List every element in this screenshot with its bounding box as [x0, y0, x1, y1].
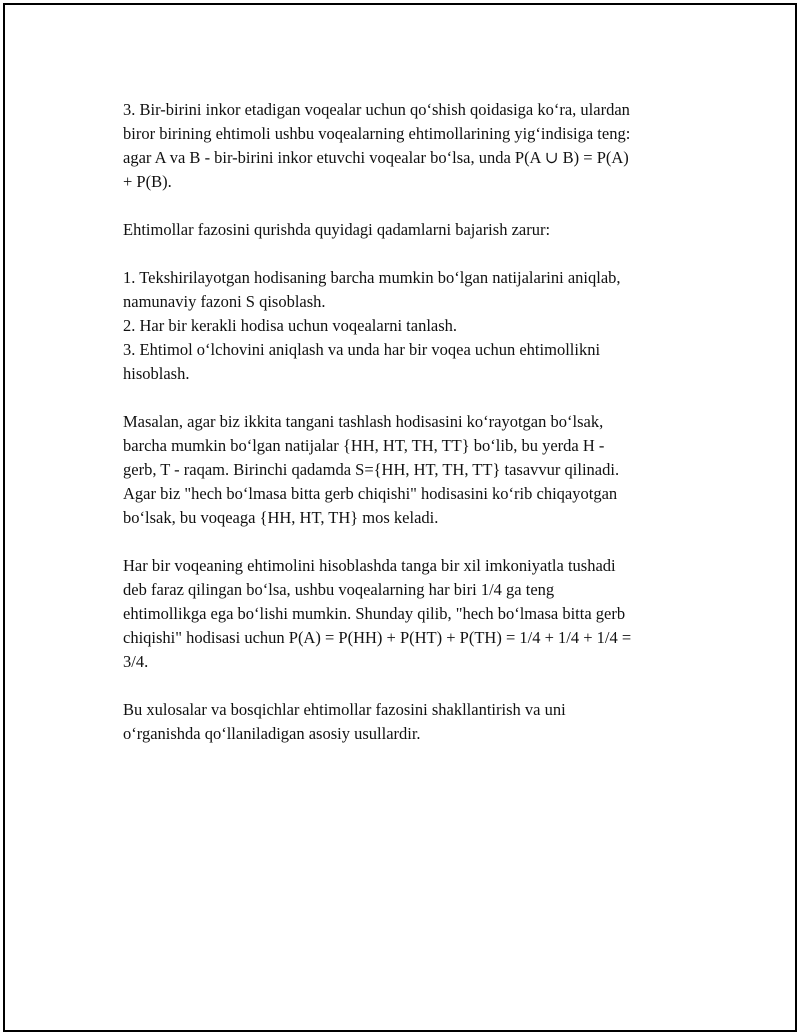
text-line: barcha mumkin bo‘lgan natijalar {HH, HT, TH, TT} bo‘lib, bu yerda H -	[123, 436, 605, 455]
text-line: 1. Tekshirilayotgan hodisaning barcha mumkin bo‘lgan natijalarini aniqlab,	[123, 268, 621, 287]
text-line: biror birining ehtimoli ushbu voqealarning ehtimollarining yig‘indisiga teng:	[123, 124, 631, 143]
text-line: + P(B).	[123, 172, 172, 191]
text-line: Masalan, agar biz ikkita tangani tashlash hodisasini ko‘rayotgan bo‘lsak,	[123, 412, 604, 431]
text-line: bo‘lsak, bu voqeaga {HH, HT, TH} mos keladi.	[123, 508, 439, 527]
paragraph-addition-rule	[123, 98, 695, 194]
text-line: Bu xulosalar va bosqichlar ehtimollar fazosini shakllantirish va uni	[123, 700, 566, 719]
paragraph-steps-list	[123, 266, 695, 386]
paragraph-probability-calc	[123, 554, 695, 674]
paragraph-conclusion	[123, 698, 695, 746]
paragraph-steps-intro	[123, 218, 695, 242]
text-line: Ehtimollar fazosini qurishda quyidagi qadamlarni bajarish zarur:	[123, 220, 551, 239]
text-line: agar A va B - bir-birini inkor etuvchi voqealar bo‘lsa, unda P(A ∪ B) = P(A)	[123, 148, 629, 167]
text-line: 3/4.	[123, 652, 149, 671]
paragraph-coin-example	[123, 410, 695, 530]
text-line: o‘rganishda qo‘llaniladigan asosiy usullardir.	[123, 724, 421, 743]
text-line: ehtimollikga ega bo‘lishi mumkin. Shunday qilib, "hech bo‘lmasa bitta gerb	[123, 604, 626, 623]
text-line: 3. Bir-birini inkor etadigan voqealar uchun qo‘shish qoidasiga ko‘ra, ulardan	[123, 100, 630, 119]
document-body	[123, 98, 695, 770]
text-line: deb faraz qilingan bo‘lsa, ushbu voqealarning har biri 1/4 ga teng	[123, 580, 555, 599]
text-line: 3. Ehtimol o‘lchovini aniqlash va unda har bir voqea uchun ehtimollikni	[123, 340, 601, 359]
text-line: 2. Har bir kerakli hodisa uchun voqealarni tanlash.	[123, 316, 458, 335]
text-line: Har bir voqeaning ehtimolini hisoblashda tanga bir xil imkoniyatla tushadi	[123, 556, 616, 575]
text-line: Agar biz "hech bo‘lmasa bitta gerb chiqishi" hodisasini ko‘rib chiqayotgan	[123, 484, 618, 503]
text-line: namunaviy fazoni S qisoblash.	[123, 292, 326, 311]
text-line: gerb, T - raqam. Birinchi qadamda S={HH, HT, TH, TT} tasavvur qilinadi.	[123, 460, 620, 479]
page-frame	[3, 3, 797, 1032]
text-line: hisoblash.	[123, 364, 190, 383]
text-line: chiqishi" hodisasi uchun P(A) = P(HH) + P(HT) + P(TH) = 1/4 + 1/4 + 1/4 =	[123, 628, 632, 647]
